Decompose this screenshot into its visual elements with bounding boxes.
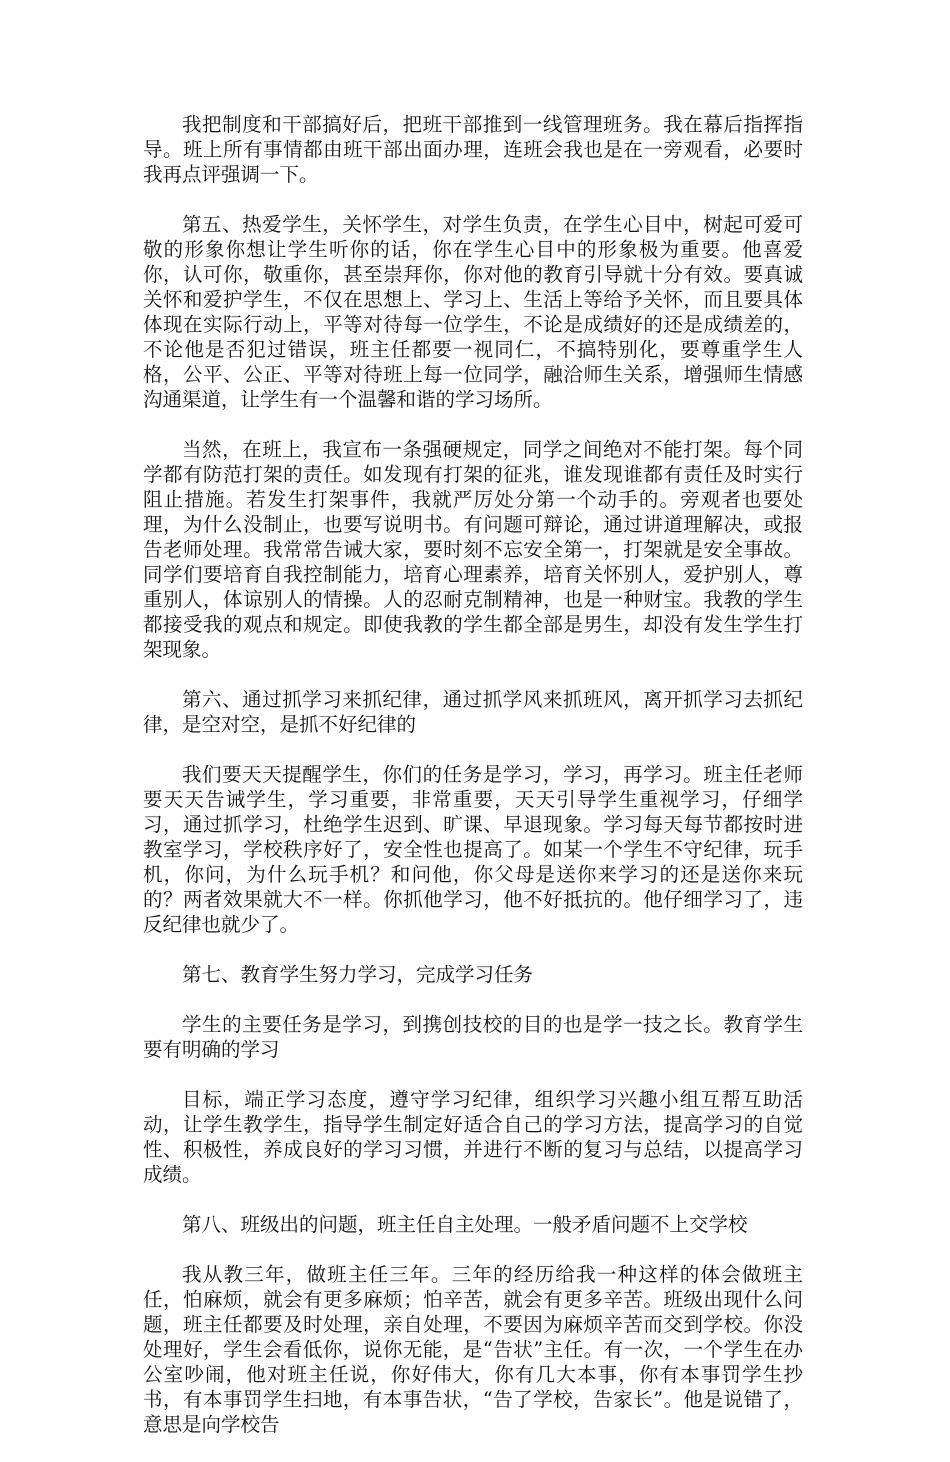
paragraph-2: 第五、热爱学生，关怀学生，对学生负责，在学生心目中，树起可爱可敬的形象你想让学生听你的话，你在学生心目中的形象极为重要。他喜爱你，认可你，敬重你，甚至崇拜你，你对他的教育引导就十分有效。要真诚关怀和爱护学生，不仅在思想上、学习上、生活上等给予关怀，而且要具体体现在实际行动上，平等对待每一位学生，不论是成绩好的还是成绩差的，不论他是否犯过错误，班主任都要一视同仁，不搞特别化，要尊重学生人格，公平、公正、平等对待班上每一位同学，融洽师生关系，增强师生情感沟通渠道，让学生有一个温馨和谐的学习场所。 [143, 213, 803, 411]
paragraph-6: 第七、教育学生努力学习，完成学习任务 [182, 963, 534, 986]
paragraph-10: 我从教三年，做班主任三年。三年的经历给我一种这样的体会做班主任，怕麻烦，就会有更多麻烦；怕辛苦，就会有更多辛苦。班级出现什么问题，班主任都要及时处理，亲自处理，不要因为麻烦辛苦而交到学校。你没处理好，学生会看低你，说你无能，是“告状”主任。有一次，一个学生在办公室吵闹，他对班主任说，你好伟大，你有几大本事，你有本事罚学生抄书，有本事罚学生扫地，有本事告状，“告了学校，告家长”。他是说错了，意思是向学校告 [143, 1263, 803, 1436]
paragraph-3: 当然，在班上，我宣布一条强硬规定，同学之间绝对不能打架。每个同学都有防范打架的责任。如发现有打架的征兆，谁发现谁都有责任及时实行阻止措施。若发生打架事件，我就严厉处分第一个动手的。旁观者也要处理，为什么没制止，也要写说明书。有问题可辩论，通过讲道理解决，或报告老师处理。我常常告诫大家，要时刻不忘安全第一，打架就是安全事故。同学们要培育自我控制能力，培育心理素养，培育关怀别人，爱护别人，尊重别人，体谅别人的情操。人的忍耐克制精神，也是一种财宝。我教的学生都接受我的观点和规定。即使我教的学生都全部是男生，却没有发生学生打架现象。 [143, 438, 803, 661]
paragraph-4: 第六、通过抓学习来抓纪律，通过抓学风来抓班风，离开抓学习去抓纪律，是空对空，是抓不好纪律的 [143, 688, 803, 736]
paragraph-9: 第八、班级出的问题，班主任自主处理。一般矛盾问题不上交学校 [182, 1213, 748, 1236]
paragraph-1: 我把制度和干部搞好后，把班干部推到一线管理班务。我在幕后指挥指导。班上所有事情都由班干部出面办理，连班会我也是在一旁观看，必要时我再点评强调一下。 [143, 113, 803, 186]
paragraph-8: 目标，端正学习态度，遵守学习纪律，组织学习兴趣小组互帮互助活动，让学生教学生，指导学生制定好适合自己的学习方法，提高学习的自觉性、积极性，养成良好的学习习惯，并进行不断的复习与总结，以提高学习成绩。 [143, 1088, 803, 1186]
paragraph-7: 学生的主要任务是学习，到携创技校的目的也是学一技之长。教育学生要有明确的学习 [143, 1013, 803, 1061]
paragraph-5: 我们要天天提醒学生，你们的任务是学习，学习，再学习。班主任老师要天天告诫学生，学习重要，非常重要，天天引导学生重视学习，仔细学习，通过抓学习，杜绝学生迟到、旷课、早退现象。学习每天每节都按时进教室学习，学校秩序好了，安全性也提高了。如某一个学生不守纪律，玩手机，你问，为什么玩手机？和问他，你父母是送你来学习的还是送你来玩的？两者效果就大不一样。你抓他学习，他不好抵抗的。他仔细学习了，违反纪律也就少了。 [143, 763, 803, 936]
document-body [143, 112, 803, 1462]
